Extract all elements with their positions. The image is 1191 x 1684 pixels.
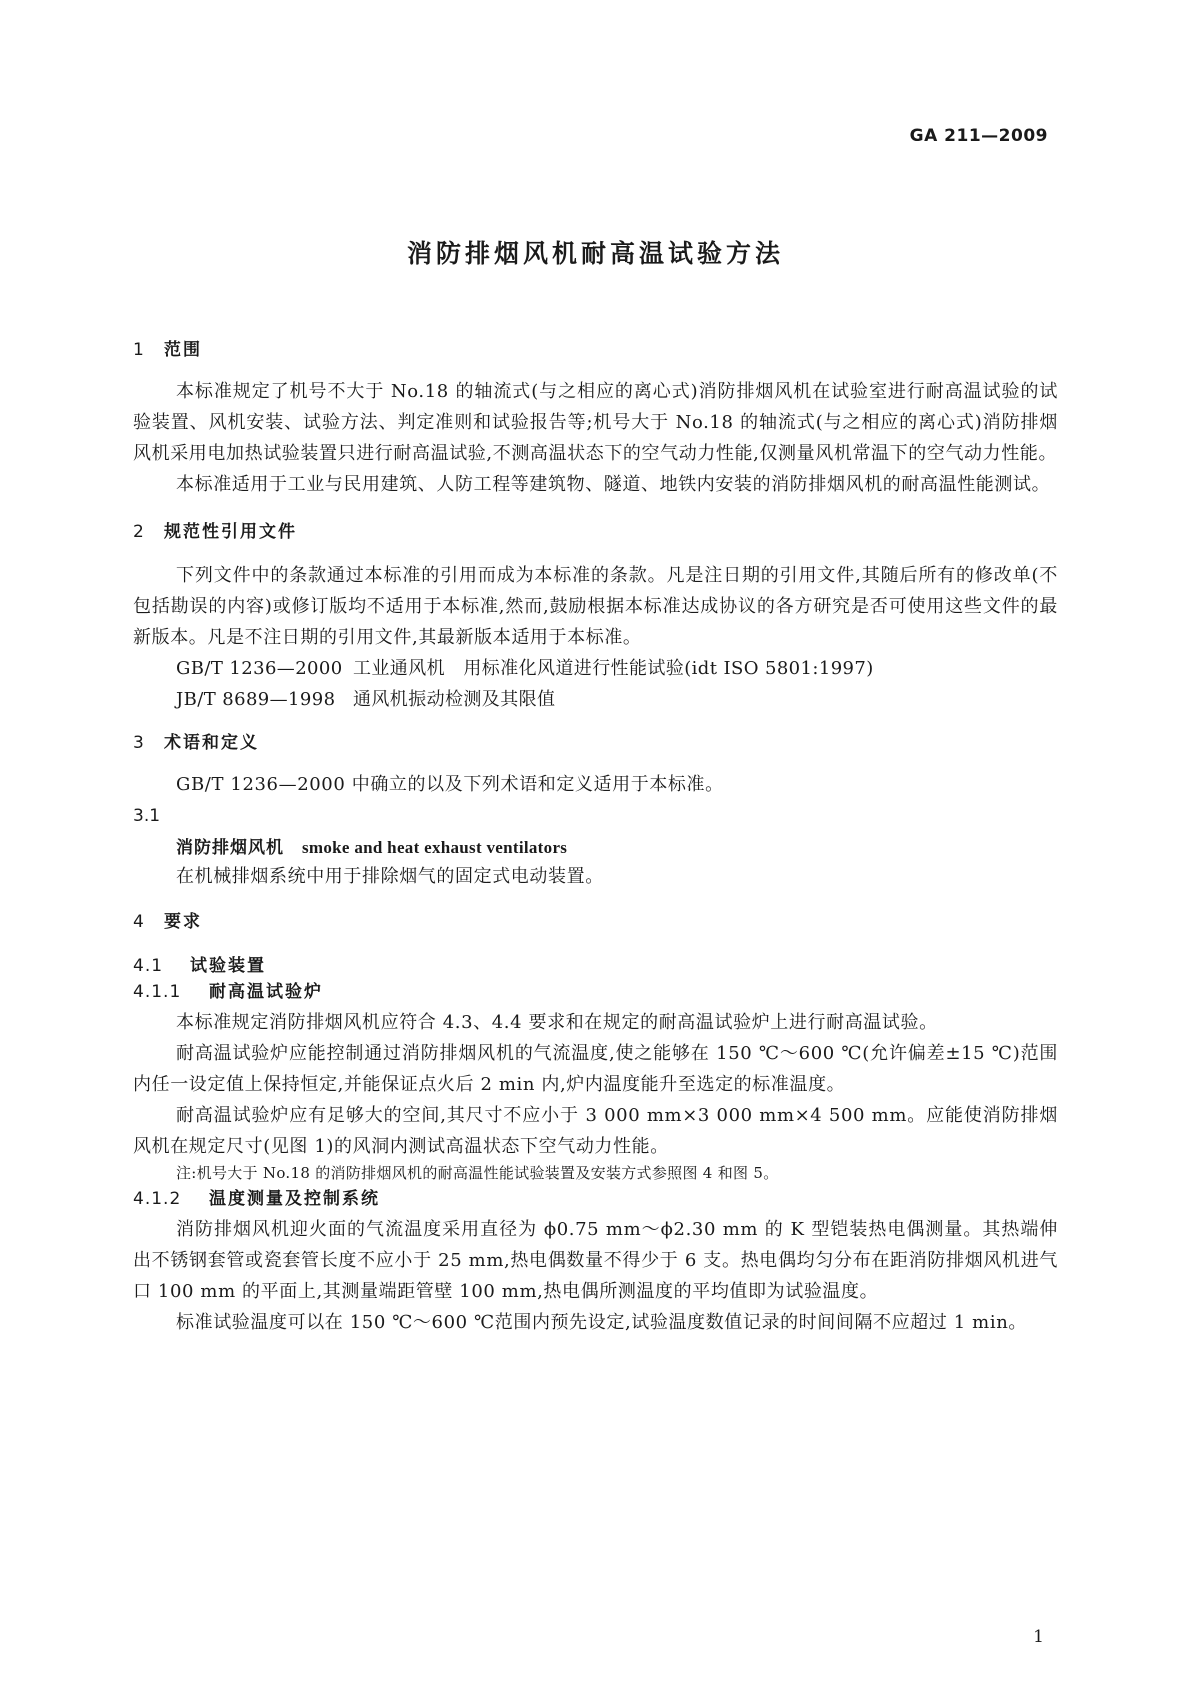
subsection-title: 温度测量及控制系统 <box>209 1189 380 1209</box>
reference-code: GB/T 1236—2000 <box>176 658 343 679</box>
reference-title: 通风机振动检测及其限值 <box>353 689 556 710</box>
term-english: smoke and heat exhaust ventilators <box>302 838 568 857</box>
document-body <box>133 340 1058 1338</box>
subsection-4-1-heading <box>133 956 1058 976</box>
subsection-title: 耐高温试验炉 <box>209 982 323 1002</box>
section-number: 1 <box>133 340 144 360</box>
subsection-4-1-1-heading <box>133 982 1058 1002</box>
paragraph: 标准试验温度可以在 150 ℃～600 ℃范围内预先设定,试验温度数值记录的时间间隔不应超过 1 min。 <box>176 1312 1027 1333</box>
term-chinese: 消防排烟风机 <box>176 838 284 858</box>
reference-title: 工业通风机 用标准化风道进行性能试验(idt ISO 5801:1997) <box>353 658 874 679</box>
section-2-heading <box>133 522 1058 542</box>
term-number: 3.1 <box>133 806 161 826</box>
normative-reference <box>133 684 1058 715</box>
subsection-4-1-2-heading <box>133 1189 1058 1209</box>
paragraph: 下列文件中的条款通过本标准的引用而成为本标准的条款。凡是注日期的引用文件,其随后所有的修改单(不包括勘误的内容)或修订版均不适用于本标准,然而,鼓励根据本标准达成协议的各方研究是否可使用这些文件的最新版本。凡是不注日期的引用文件,其最新版本适用于本标准。 <box>133 565 1058 648</box>
paragraph: GB/T 1236—2000 中确立的以及下列术语和定义适用于本标准。 <box>176 774 724 795</box>
standard-code: GA 211—2009 <box>909 126 1048 146</box>
section-number: 4 <box>133 912 144 932</box>
section-title: 规范性引用文件 <box>164 522 297 542</box>
section-1-heading <box>133 340 1058 360</box>
section-number: 2 <box>133 522 144 542</box>
paragraph: 耐高温试验炉应有足够大的空间,其尺寸不应小于 3 000 mm×3 000 mm×4 500 mm。应能使消防排烟风机在规定尺寸(见图 1)的风洞内测试高温状态下空气动力性能。 <box>133 1105 1058 1157</box>
term-entry <box>133 837 1058 859</box>
page-number: 1 <box>1033 1627 1044 1647</box>
section-title: 范围 <box>164 340 202 360</box>
section-number: 3 <box>133 733 144 753</box>
document-title: 消防排烟风机耐高温试验方法 <box>406 239 784 268</box>
paragraph: 本标准适用于工业与民用建筑、人防工程等建筑物、隧道、地铁内安装的消防排烟风机的耐高温性能测试。 <box>176 474 1051 495</box>
section-title: 术语和定义 <box>164 733 259 753</box>
subsection-title: 试验装置 <box>190 956 266 976</box>
paragraph: 本标准规定了机号不大于 No.18 的轴流式(与之相应的离心式)消防排烟风机在试验室进行耐高温试验的试验装置、风机安装、试验方法、判定准则和试验报告等;机号大于 No.18 的轴流式(与之相应的离心式)消防排烟风机采用电加热试验装置只进行耐高温试验,不测高温状态下的空气动力性能,仅测量风机常温下的空气动力性能。 <box>133 381 1058 464</box>
subsection-number: 4.1.2 <box>133 1189 182 1209</box>
paragraph: 消防排烟风机迎火面的气流温度采用直径为 ϕ0.75 mm～ϕ2.30 mm 的 K 型铠装热电偶测量。其热端伸出不锈钢套管或瓷套管长度不应小于 25 mm,热电偶数量不得少于 6 支。热电偶均匀分布在距消防排烟风机进气口 100 mm 的平面上,其测量端距管壁 100 mm,热电偶所测温度的平均值即为试验温度。 <box>133 1219 1058 1302</box>
reference-code: JB/T 8689—1998 <box>176 689 336 710</box>
section-title: 要求 <box>164 912 202 932</box>
section-4-heading <box>133 912 1058 932</box>
paragraph: 耐高温试验炉应能控制通过消防排烟风机的气流温度,使之能够在 150 ℃～600 ℃(允许偏差±15 ℃)范围内任一设定值上保持恒定,并能保证点火后 2 min 内,炉内温度能升至选定的标准温度。 <box>133 1043 1058 1095</box>
term-definition: 在机械排烟系统中用于排除烟气的固定式电动装置。 <box>176 866 604 887</box>
normative-reference <box>133 653 1058 684</box>
note: 注:机号大于 No.18 的消防排烟风机的耐高温性能试验装置及安装方式参照图 4 和图 5。 <box>176 1164 779 1182</box>
section-3-heading <box>133 733 1058 753</box>
subsection-number: 4.1.1 <box>133 982 182 1002</box>
paragraph: 本标准规定消防排烟风机应符合 4.3、4.4 要求和在规定的耐高温试验炉上进行耐高温试验。 <box>176 1012 938 1033</box>
subsection-number: 4.1 <box>133 956 164 976</box>
